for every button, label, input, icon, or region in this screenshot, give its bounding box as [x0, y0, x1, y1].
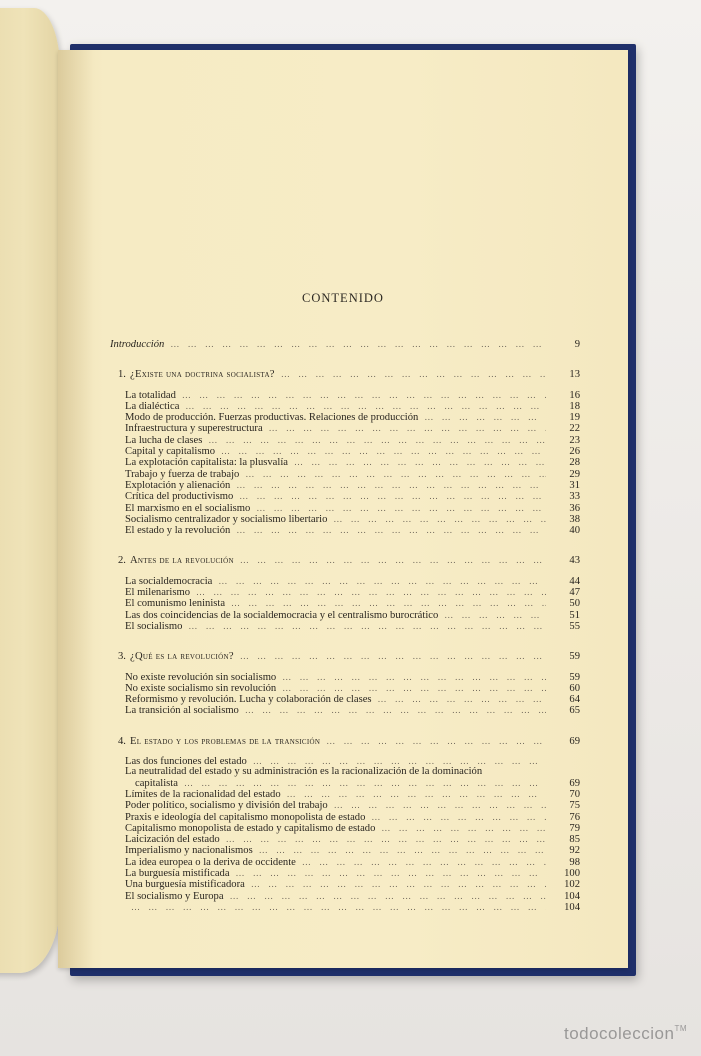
dot-leader — [269, 423, 546, 433]
toc-chapter-number: 1. — [118, 369, 126, 381]
toc-entry-row — [110, 812, 580, 823]
dot-leader — [230, 891, 546, 901]
toc-chapter-number: 4. — [118, 735, 126, 747]
toc-entry-page: 104 — [564, 901, 580, 913]
dot-leader — [444, 610, 546, 620]
dot-leader — [287, 789, 546, 799]
dot-leader — [245, 705, 546, 715]
toc-entry-page: 36 — [569, 502, 580, 514]
dot-leader — [253, 756, 546, 766]
toc-entry-row — [110, 469, 580, 480]
toc-entry-label: Trabajo y fuerza de trabajo — [125, 468, 240, 480]
toc-entry-label: Infraestructura y superestructura — [125, 423, 263, 435]
dot-leader — [239, 491, 546, 501]
toc-entry-label: La socialdemocracia — [125, 575, 213, 587]
toc-entry-page: 31 — [569, 479, 580, 491]
dot-leader — [196, 587, 546, 597]
section-gap — [110, 567, 580, 576]
toc-entry-page: 50 — [569, 598, 580, 610]
toc-chapter-page: 13 — [569, 369, 580, 381]
toc-entry-label: La burguesía mistificada — [125, 867, 230, 879]
toc-entry-page: 40 — [569, 525, 580, 537]
toc-entry-label: El comunismo leninista — [125, 598, 226, 610]
toc-entry-page: 60 — [569, 682, 580, 694]
toc-entry-label: No existe socialismo sin revolución — [125, 682, 277, 694]
toc-entry-page: 98 — [569, 856, 580, 868]
dot-leader — [208, 435, 546, 445]
toc-entry-label: La totalidad — [125, 389, 176, 401]
toc-entry-row — [110, 576, 580, 587]
toc-entry-label: Poder político, socialismo y división del trabajo — [125, 800, 328, 812]
dot-leader — [188, 621, 546, 631]
dot-leader — [182, 390, 546, 400]
toc-chapter-row — [110, 651, 580, 662]
dot-leader — [236, 480, 546, 490]
toc-entry-label: Capitalismo monopolista de estado y capitalismo de estado — [125, 822, 376, 834]
toc-entry-label: La neutralidad del estado y su administración es la racionalización de la dominación — [125, 766, 483, 778]
toc-entry-label: La dialéctica — [125, 400, 180, 412]
section-gap — [110, 747, 580, 756]
toc-entry-label: Límites de la racionalidad del estado — [125, 788, 281, 800]
section-gap — [110, 663, 580, 672]
toc-entry-label-cont: capitalista — [135, 777, 178, 789]
toc-entry-page: 26 — [569, 446, 580, 458]
toc-entry-page: 38 — [569, 513, 580, 525]
toc-entry-row — [110, 857, 580, 868]
toc-entry-label: El socialismo — [125, 620, 183, 632]
toc-intro-label: Introducción — [110, 339, 165, 350]
toc-entry-page: 16 — [569, 389, 580, 401]
toc-entry-row — [110, 868, 580, 879]
toc-entry-label: Capital y capitalismo — [125, 446, 216, 458]
toc-entry-page: 104 — [564, 890, 580, 902]
toc-entry-label: La transición al socialismo — [125, 705, 239, 717]
chapter-gap — [110, 717, 580, 736]
dot-leader — [256, 503, 546, 513]
toc-entry-row — [110, 694, 580, 705]
dot-leader — [381, 823, 546, 833]
toc-chapter-row — [110, 555, 580, 566]
toc-entry-page: 23 — [569, 434, 580, 446]
dot-leader — [326, 736, 546, 746]
toc-entry-label: El milenarismo — [125, 587, 191, 599]
toc-chapter-row — [110, 369, 580, 380]
toc-entry-page: 59 — [569, 671, 580, 683]
dot-leader — [282, 672, 546, 682]
dot-leader — [378, 694, 546, 704]
toc-entry-page: 102 — [564, 879, 580, 891]
dot-leader — [131, 902, 546, 912]
toc-entry-label: El socialismo y Europa — [125, 890, 224, 902]
dot-leader — [240, 555, 546, 565]
toc-chapter-label — [118, 370, 275, 380]
gutter-shadow — [58, 50, 94, 968]
dot-leader — [259, 845, 546, 855]
toc-entry-label: Las dos funciones del estado — [125, 756, 247, 768]
toc-entry-label: Una burguesía mistificadora — [125, 879, 245, 891]
toc-entry-page: 29 — [569, 468, 580, 480]
toc-entry-label: Imperialismo y nacionalismos — [125, 845, 253, 857]
toc-entry-row — [110, 823, 580, 834]
toc-entry-label: La idea europea o la deriva de occidente — [125, 856, 296, 868]
watermark-tm: TM — [674, 1024, 687, 1033]
table-of-contents — [110, 339, 580, 913]
toc-entry-row — [110, 446, 580, 457]
toc-entry-row — [110, 435, 580, 446]
dot-leader — [236, 868, 546, 878]
toc-entry-page: 76 — [569, 811, 580, 823]
section-gap — [110, 381, 580, 390]
toc-entry-row — [110, 621, 580, 632]
toc-chapter-title: ¿Existe una doctrina socialista? — [129, 369, 275, 381]
toc-entry-row — [110, 525, 580, 536]
toc-entry-row — [110, 610, 580, 621]
toc-entry-label: Laicización del estado — [125, 834, 220, 846]
toc-entry-row — [110, 789, 580, 800]
toc-entry-row — [110, 879, 580, 890]
dot-leader — [245, 469, 546, 479]
toc-entry-page: 18 — [569, 400, 580, 412]
toc-entry-page: 55 — [569, 620, 580, 632]
dot-leader — [371, 812, 546, 822]
toc-entry-row — [110, 902, 580, 913]
dot-leader — [236, 525, 546, 535]
toc-entry-row — [110, 480, 580, 491]
toc-entry-page: 51 — [569, 609, 580, 621]
dot-leader — [231, 598, 546, 608]
toc-chapter-number: 2. — [118, 555, 126, 567]
dot-leader — [334, 800, 546, 810]
toc-intro-page: 9 — [574, 339, 580, 350]
left-page-edge — [0, 8, 60, 973]
toc-chapter-page: 69 — [569, 735, 580, 747]
toc-chapter-page: 43 — [569, 555, 580, 567]
toc-chapter-label — [118, 556, 234, 566]
toc-entry-label: Crítica del productivismo — [125, 491, 234, 503]
toc-entry-row — [110, 514, 580, 525]
toc-entry-page: 69 — [569, 777, 580, 789]
toc-entry-row — [110, 491, 580, 502]
toc-entry-page: 70 — [569, 788, 580, 800]
page-title: CONTENIDO — [302, 291, 384, 305]
toc-entry-page: 85 — [569, 834, 580, 846]
dot-leader — [424, 412, 546, 422]
dot-leader — [226, 834, 546, 844]
toc-entry-row — [110, 598, 580, 609]
watermark-text: todocoleccion — [563, 1024, 675, 1043]
dot-leader — [281, 369, 546, 379]
toc-entry-row — [110, 423, 580, 434]
toc-entry-label: Las dos coincidencias de la socialdemocracia y el centralismo burocrático — [125, 609, 439, 621]
toc-chapter-page: 59 — [569, 651, 580, 663]
dot-leader — [294, 457, 546, 467]
dot-leader — [282, 683, 546, 693]
toc-entry-label: El estado y la revolución — [125, 525, 231, 537]
chapter-gap — [110, 536, 580, 555]
toc-entry-row — [110, 834, 580, 845]
toc-chapter-label — [118, 737, 320, 747]
toc-entry-page: 19 — [569, 412, 580, 424]
toc-entry-row — [110, 672, 580, 683]
toc-entry-page: 75 — [569, 800, 580, 812]
toc-chapter-title: El estado y los problemas de la transición — [129, 735, 321, 747]
chapter-gap — [110, 350, 580, 369]
toc-entry-row — [110, 401, 580, 412]
toc-chapter-number: 3. — [118, 651, 126, 663]
toc-entry-label: El marxismo en el socialismo — [125, 502, 251, 514]
dot-leader — [333, 514, 546, 524]
dot-leader — [185, 401, 546, 411]
toc-entry-page: 22 — [569, 423, 580, 435]
toc-entry-label: Reformismo y revolución. Lucha y colaboración de clases — [125, 694, 372, 706]
toc-entry-page: 65 — [569, 705, 580, 717]
toc-entry-row — [110, 503, 580, 514]
dot-leader — [221, 446, 546, 456]
chapter-gap — [110, 632, 580, 651]
toc-entry-label: No existe revolución sin socialismo — [125, 671, 277, 683]
dot-leader — [184, 778, 546, 788]
dot-leader — [170, 339, 546, 349]
toc-entry-page: 33 — [569, 491, 580, 503]
toc-entry-page: 92 — [569, 845, 580, 857]
dot-leader — [251, 879, 546, 889]
toc-entry-page: 100 — [564, 867, 580, 879]
toc-entry-line2 — [125, 778, 580, 789]
toc-entry-label: Socialismo centralizador y socialismo libertario — [125, 513, 328, 525]
toc-entry-label: Explotación y alienación — [125, 479, 231, 491]
dot-leader — [218, 576, 546, 586]
toc-entry-page: 28 — [569, 457, 580, 469]
toc-entry-page: 47 — [569, 587, 580, 599]
book-page — [58, 50, 628, 968]
toc-entry-row — [110, 457, 580, 468]
toc-entry-label: Modo de producción. Fuerzas productivas. Relaciones de producción — [125, 412, 419, 424]
toc-entry-row — [110, 891, 580, 902]
toc-entry-row — [110, 587, 580, 598]
toc-chapter-title: ¿Qué es la revolución? — [129, 651, 234, 663]
watermark-logo — [564, 1024, 687, 1044]
toc-entry-label: La lucha de clases — [125, 434, 203, 446]
toc-entry-row — [110, 800, 580, 811]
toc-entry-row — [110, 705, 580, 716]
toc-entry-label: Praxis e ideología del capitalismo monopolista de estado — [125, 811, 366, 823]
toc-entry-page: 79 — [569, 822, 580, 834]
toc-chapter-row — [110, 736, 580, 747]
toc-entry-row — [110, 845, 580, 856]
toc-intro-row — [110, 339, 580, 350]
dot-leader — [302, 857, 546, 867]
toc-chapter-title: Antes de la revolución — [129, 555, 234, 567]
toc-entry-row — [110, 412, 580, 423]
toc-entry-label: La explotación capitalista: la plusvalía — [125, 457, 288, 469]
dot-leader — [240, 651, 546, 661]
toc-entry-row — [110, 767, 580, 789]
toc-entry-page: 44 — [569, 575, 580, 587]
toc-entry-row — [110, 683, 580, 694]
toc-entry-row — [110, 390, 580, 401]
toc-chapter-label — [118, 652, 234, 662]
toc-entry-page: 64 — [569, 694, 580, 706]
